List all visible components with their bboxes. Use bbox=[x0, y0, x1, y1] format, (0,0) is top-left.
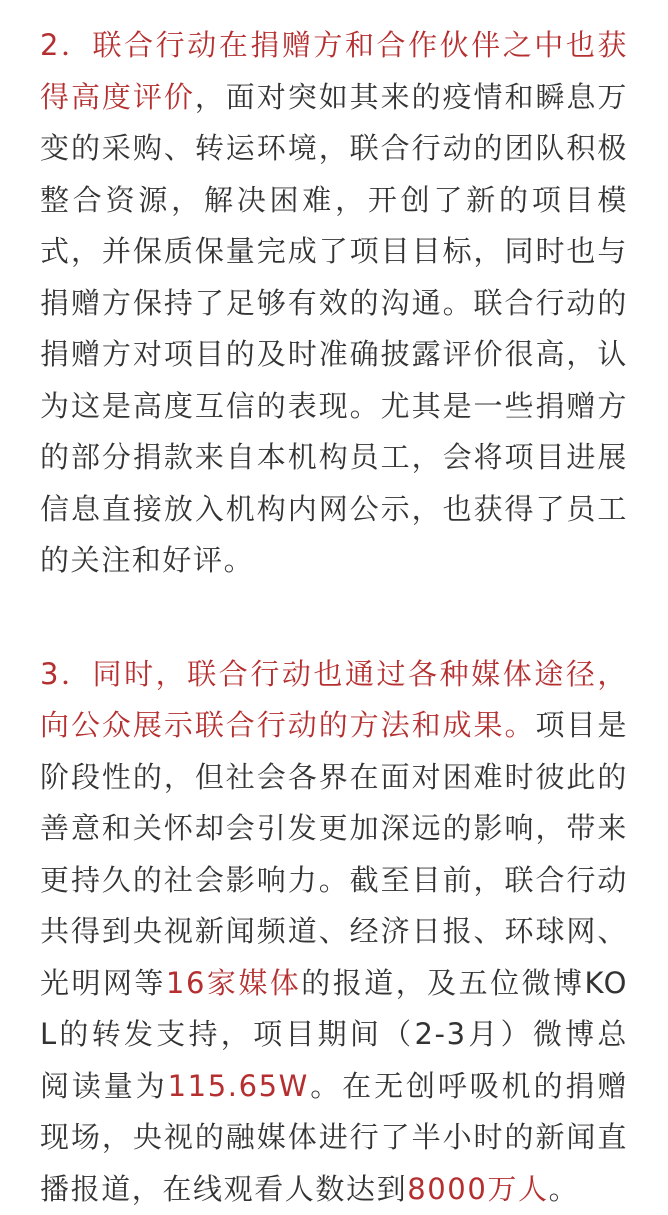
paragraph-2-body: ，面对突如其来的疫情和瞬息万变的采购、转运环境，联合行动的团队积极整合资源，解决困难，开创了新的项目模式，并保质保量完成了项目目标，同时也与捐赠方保持了足够有效的沟通。联合行动的捐赠方对项目的及时准确披露评价很高，认为这是高度互信的表现。尤其是一些捐赠方的部分捐款来自本机构员工，会将项目进展信息直接放入机构内网公示，也获得了员工的关注和好评。 bbox=[40, 80, 628, 578]
weibo-reads-highlight: 115.65W bbox=[168, 1069, 309, 1103]
paragraph-3-end: 。 bbox=[549, 1172, 580, 1206]
paragraph-3-body-3: 。在无创呼吸机的捐赠现场，央视的融媒体进行了半小时的新闻直播报道，在线观看人数达到 bbox=[40, 1069, 628, 1206]
paragraph-3-body-1: 项目是阶段性的，但社会各界在面对困难时彼此的善意和关怀却会引发更加深远的影响，带来更持久的社会影响力。截至目前，联合行动共得到央视新闻频道、经济日报、环球网、光明网等 bbox=[40, 708, 628, 1000]
viewers-highlight: 8000万人 bbox=[407, 1172, 548, 1206]
media-count-highlight: 16家媒体 bbox=[166, 966, 301, 1000]
paragraph-3 bbox=[40, 649, 628, 1215]
paragraph-3-body-2: 的报道，及五位微博KOL的转发支持，项目期间（2-3月）微博总阅读量为 bbox=[40, 966, 628, 1103]
paragraph-2-heading: 2．联合行动在捐赠方和合作伙伴之中也获得高度评价 bbox=[40, 28, 628, 114]
paragraph-3-heading: 3．同时，联合行动也通过各种媒体途径，向公众展示联合行动的方法和成果。 bbox=[40, 657, 628, 743]
paragraph-2 bbox=[40, 20, 628, 587]
